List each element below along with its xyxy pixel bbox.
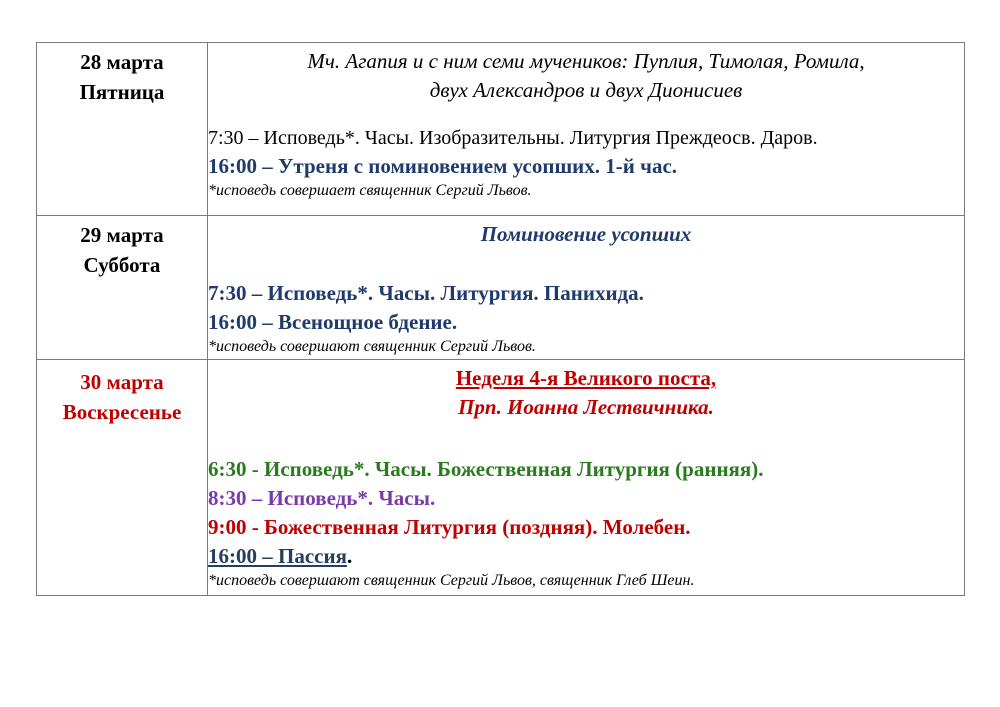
date-label: 30 марта bbox=[80, 370, 164, 394]
feast-heading-line: Неделя 4-я Великого поста, bbox=[455, 366, 717, 390]
passion-service: 16:00 – Пассия bbox=[208, 544, 347, 568]
date-label: 28 марта bbox=[80, 50, 164, 74]
weekday-label: Пятница bbox=[79, 80, 165, 104]
schedule-row bbox=[37, 216, 965, 360]
feast-heading bbox=[208, 360, 964, 422]
passion-period: . bbox=[346, 544, 353, 568]
weekday-label: Воскресенье bbox=[62, 400, 182, 424]
service-line: 16:00 – Всенощное бдение. bbox=[208, 310, 458, 334]
schedule-row bbox=[37, 360, 965, 596]
feast-heading bbox=[208, 43, 964, 105]
service-line bbox=[208, 542, 964, 571]
date-cell bbox=[37, 216, 208, 360]
service-line: 7:30 – Исповедь*. Часы. Литургия. Панихида. bbox=[208, 281, 644, 305]
service-line: 8:30 – Исповедь*. Часы. bbox=[208, 486, 436, 510]
confession-note: *исповедь совершает священник Сергий Львов. bbox=[208, 182, 532, 199]
confession-note: *исповедь совершают священник Сергий Львов. bbox=[208, 338, 536, 355]
services-cell bbox=[208, 360, 965, 596]
confession-note: *исповедь совершают священник Сергий Львов, священник Глеб Шеин. bbox=[208, 572, 695, 589]
feast-heading-line: Прп. Иоанна Лествичника. bbox=[458, 395, 714, 419]
schedule-row bbox=[37, 43, 965, 216]
service-line: 9:00 - Божественная Литургия (поздняя). Молебен. bbox=[208, 515, 691, 539]
date-cell bbox=[37, 43, 208, 216]
date-label: 29 марта bbox=[80, 223, 164, 247]
feast-heading bbox=[208, 216, 964, 249]
services-cell bbox=[208, 43, 965, 216]
services-cell bbox=[208, 216, 965, 360]
service-line: 16:00 – Утреня с поминовением усопших. 1-й час. bbox=[208, 154, 678, 178]
schedule-table bbox=[36, 42, 965, 596]
feast-heading-line: Поминовение усопших bbox=[480, 222, 692, 246]
date-cell bbox=[37, 360, 208, 596]
service-line: 6:30 - Исповедь*. Часы. Божественная Литургия (ранняя). bbox=[208, 457, 764, 481]
feast-heading-line: Мч. Агапия и с ним семи мучеников: Пуплия, Тимолая, Ромила, bbox=[307, 49, 865, 73]
service-line: 7:30 – Исповедь*. Часы. Изобразительны. Литургия Преждеосв. Даров. bbox=[208, 127, 818, 149]
weekday-label: Суббота bbox=[83, 253, 161, 277]
feast-heading-line: двух Александров и двух Дионисиев bbox=[429, 78, 743, 102]
